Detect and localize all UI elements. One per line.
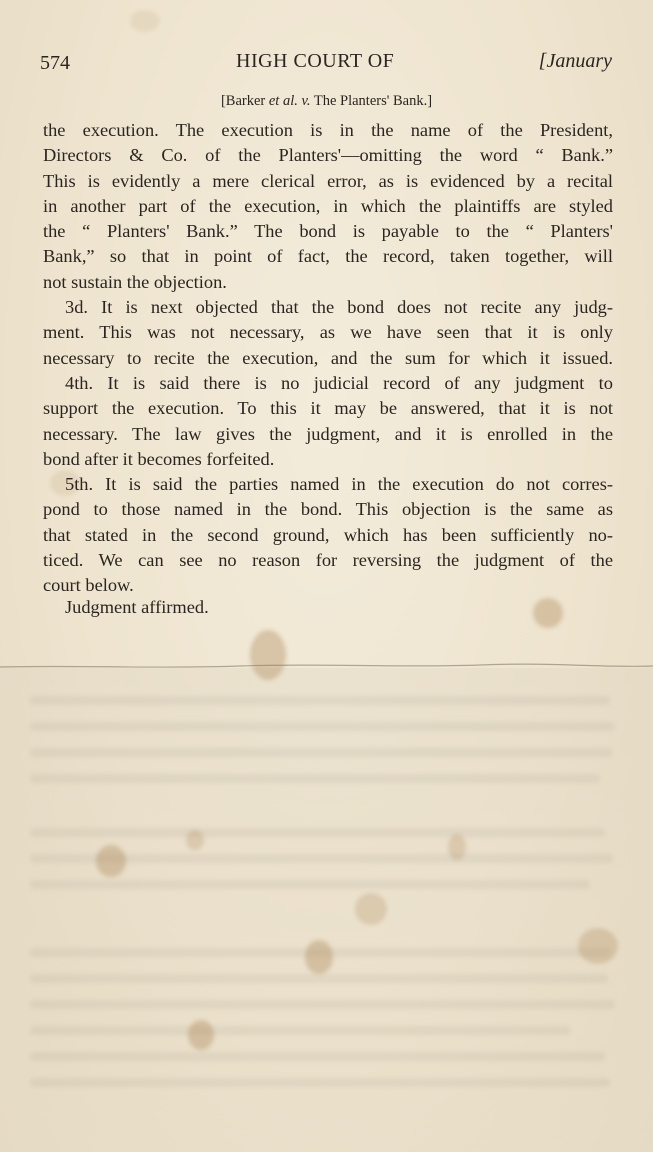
text-line: that stated in the second ground, which has been sufficiently no- (43, 524, 613, 545)
caption-lead: [Barker (220, 93, 269, 109)
text-line: necessary. The law gives the judgment, and it is enrolled in the (43, 423, 613, 444)
text-line: Bank,” so that in point of fact, the record, taken together, will (43, 246, 613, 267)
caption-et-al: et al. v. (268, 93, 311, 109)
foxing-spot (130, 10, 160, 32)
foxing-spot (533, 598, 563, 628)
judgment-line: Judgment affirmed. (65, 597, 209, 617)
term-label: [January (538, 50, 612, 72)
running-header (40, 48, 612, 78)
foxing-spot (188, 1020, 214, 1050)
text-line: in another part of the execution, in which the plaintiffs are styled (43, 195, 613, 216)
text-line: pond to those named in the bond. This objection is the same as (43, 499, 613, 520)
text-line: 5th. It is said the parties named in the execution do not corres- (65, 474, 613, 495)
foxing-spot (96, 845, 126, 877)
text-line: necessary to recite the execution, and the sum for which it issued. (43, 347, 613, 368)
text-line: Directors & Co. of the Planters'—omitting the word “ Bank.” (43, 145, 613, 166)
foxing-spot (250, 630, 286, 680)
text-line: 4th. It is said there is no judicial record of any judgment to (65, 372, 613, 393)
text-line: not sustain the objection. (43, 271, 227, 292)
foxing-spot (578, 928, 618, 964)
caption-tail: The Planters' Bank.] (310, 93, 433, 109)
foxing-spot (355, 893, 387, 925)
text-line: bond after it becomes forfeited. (43, 448, 275, 469)
text-line: ment. This was not necessary, as we have seen that it is only (43, 322, 613, 343)
page-number: 574 (40, 52, 70, 74)
show-through-area (0, 668, 653, 1152)
text-line: the execution. The execution is in the name of the President, (43, 120, 613, 140)
court-title: HIGH COURT OF (236, 50, 395, 72)
text-line: the “ Planters' Bank.” The bond is payable to the “ Planters' (43, 221, 613, 242)
opinion-text (43, 118, 613, 599)
text-line: ticed. We can see no reason for reversing the judgment of the (43, 550, 613, 571)
text-line: support the execution. To this it may be answered, that it is not (43, 398, 613, 419)
text-line: court below. (43, 575, 134, 596)
foxing-spot (448, 834, 466, 860)
foxing-spot (186, 830, 204, 850)
text-line: 3d. It is next objected that the bond does not recite any judg- (65, 297, 613, 318)
foxing-spot (305, 940, 333, 974)
case-caption (0, 93, 653, 110)
text-line: This is evidently a mere clerical error, as is evidenced by a recital (43, 170, 613, 191)
page-fold-crease (0, 662, 653, 670)
